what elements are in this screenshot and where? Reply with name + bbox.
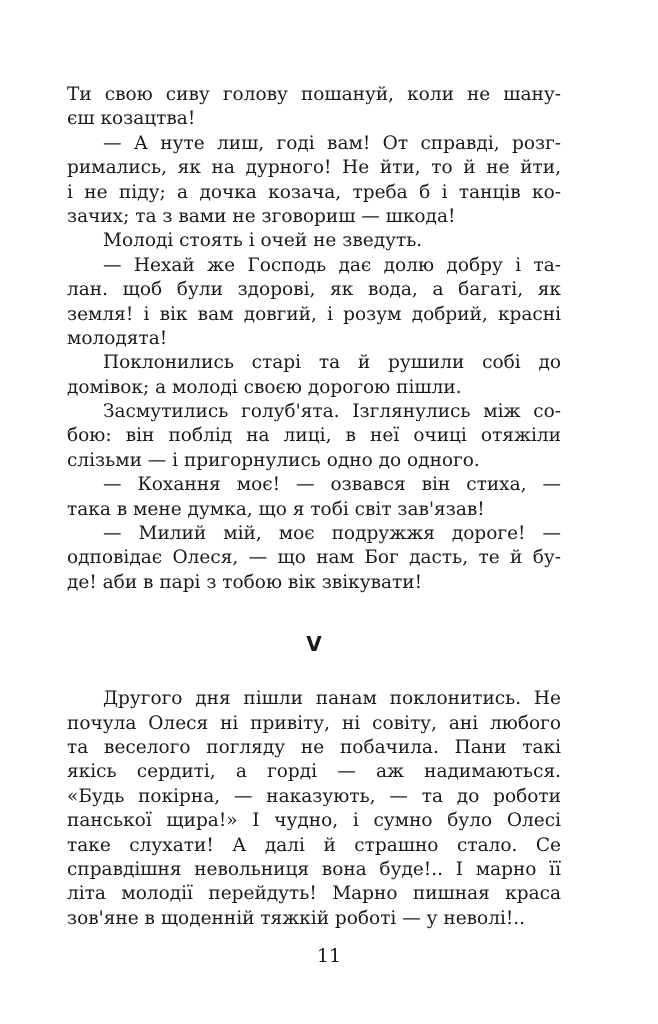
text-line: земля! і вік вам довгий, і розум добрий, красні: [67, 303, 561, 325]
text-line: бою: він поблід на лиці, в неї очиці отяжіли: [67, 425, 561, 447]
paragraph: [67, 351, 561, 400]
text-line: римались, як на дурного! Не йти, то й не йти,: [67, 157, 561, 179]
text-line: Молоді стоять і очей не зведуть.: [103, 230, 423, 252]
paragraph: [67, 229, 561, 253]
paragraph: [67, 83, 561, 132]
paragraph: [67, 400, 561, 473]
text-line: лан. щоб були здорові, як вода, а багаті, як: [67, 279, 561, 301]
page-number: 11: [316, 945, 342, 967]
text-line: почула Олеся ні привіту, ні совіту, ані любого: [67, 712, 561, 734]
text-line: молодята!: [67, 327, 168, 349]
top-paragraphs: [67, 83, 561, 595]
text-line: — А нуте лиш, годі вам! От справді, розг-: [103, 132, 561, 154]
text-line: та веселого погляду не побачила. Пани такі: [67, 736, 561, 758]
text-line: слізьми — і пригорнулись одно до одного.: [67, 449, 480, 471]
text-line: таке слухати! А далі й страшно стало. Се: [67, 834, 561, 856]
paragraph: [67, 132, 561, 230]
chapter-heading: V: [306, 632, 322, 657]
paragraph: [67, 687, 561, 931]
text-line: Поклонились старі та й рушили собі до: [103, 352, 561, 374]
paragraph: [67, 522, 561, 595]
text-line: і не піду; а дочка козача, треба б і танців ко-: [67, 181, 561, 203]
text-line: де! аби в парі з тобою вік звікувати!: [67, 571, 423, 593]
text-line: — Милий мій, моє подружжя дороге! —: [103, 523, 561, 545]
text-line: домівок; а молоді своєю дорогою пішли.: [67, 376, 462, 398]
bottom-paragraphs: [67, 687, 561, 931]
text-line: Засмутились голуб'ята. Ізглянулись між со-: [103, 401, 561, 423]
text-line: єш козацтва!: [67, 108, 196, 130]
text-line: Другого дня пішли панам поклонитись. Не: [103, 688, 561, 710]
text-line: літа молодії перейдуть! Марно пишная краса: [67, 883, 561, 905]
text-line: панської щира!» І чудно, і сумно було Олесі: [67, 810, 561, 832]
text-line: — Кохання моє! — озвався він стиха, —: [103, 474, 561, 496]
text-line: «Будь покірна, — наказують, — та до роботи: [67, 785, 561, 807]
text-line: справдішня невольниця вона буде!.. І марно її: [67, 858, 561, 880]
paragraph: [67, 473, 561, 522]
text-line: зов'яне в щоденній тяжкій роботі — у неволі!..: [67, 907, 526, 929]
text-line: зачих; та з вами не зговориш — шкода!: [67, 205, 456, 227]
paragraph: [67, 254, 561, 352]
text-line: Ти свою сиву голову пошануй, коли не шану-: [67, 84, 561, 105]
page-text: [67, 83, 561, 931]
text-line: — Нехай же Господь дає долю добру і та-: [103, 254, 561, 276]
text-line: така в мене думка, що я тобі світ зав'язав!: [67, 498, 485, 520]
text-line: якісь сердиті, а горді — аж надимаються.: [67, 761, 561, 783]
text-line: одповідає Олеся, — що нам Бог дасть, те й бу-: [67, 547, 561, 569]
